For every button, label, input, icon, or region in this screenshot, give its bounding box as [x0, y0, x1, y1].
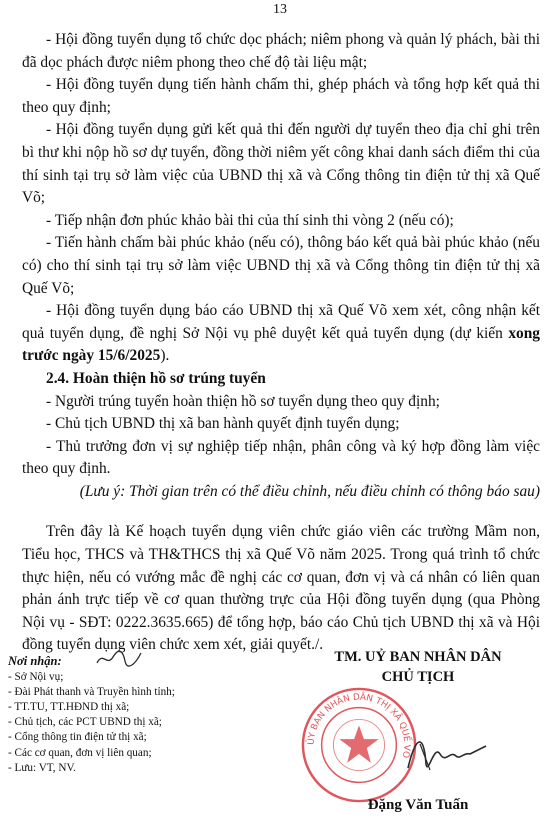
- initial-mark-icon: [95, 649, 143, 669]
- recipient-item: - TT.TU, TT.HĐND thị xã;: [8, 701, 130, 714]
- recipient-item: - Các cơ quan, đơn vị liên quan;: [8, 746, 152, 759]
- document-body: [22, 29, 540, 657]
- deadline-text: xong trước ngày 15/6/2025: [22, 324, 540, 365]
- list-item-text: - Hội đồng tuyển dụng báo cáo UBND thị xã Quế Võ xem xét, công nhận kết quả tuyển dụng, đề nghị Sở Nội vụ phê duyệt kết quả tuyển dụng (dự kiến: [22, 302, 540, 342]
- signature-block: [290, 647, 546, 687]
- signature-icon: [400, 724, 490, 784]
- footer: [0, 644, 560, 822]
- seal-text: ỦY BAN NHÂN DÂN THỊ XÃ QUẾ VÕ: [306, 692, 412, 759]
- recipient-item: - Cổng thông tin điện tử thị xã;: [8, 731, 147, 744]
- list-item: - Thủ trưởng đơn vị sự nghiệp tiếp nhận, phân công và ký hợp đồng làm việc theo quy định.: [22, 437, 540, 478]
- note: (Lưu ý: Thời gian trên có thể điều chỉnh, nếu điều chỉnh có thông báo sau): [79, 482, 540, 500]
- signature-position: CHỦ TỊCH: [381, 669, 455, 685]
- list-item-end: ).: [160, 347, 170, 365]
- signature-org: TM. UỶ BAN NHÂN DÂN: [334, 649, 502, 665]
- recipients-title: Nơi nhận:: [8, 654, 62, 668]
- list-item: - Tiếp nhận đơn phúc khảo bài thi của thí sinh thi vòng 2 (nếu có);: [46, 211, 454, 229]
- recipient-item: - Lưu: VT, NV.: [8, 761, 76, 774]
- list-item: - Hội đồng tuyển dụng tổ chức dọc phách; niêm phong và quản lý phách, bài thi đã dọc phách được niêm phong theo chế độ tài liệu mật;: [22, 31, 540, 71]
- page-number: 13: [273, 2, 287, 17]
- list-item: - Tiến hành chấm bài phúc khảo (nếu có), thông báo kết quả bài phúc khảo (nếu có) cho thí sinh tại trụ sở làm việc UBND thị xã và Cổng thông tin điện tử thị xã Quế Võ;: [22, 234, 540, 297]
- list-item: [22, 300, 540, 368]
- list-item: - Hội đồng tuyển dụng tiến hành chấm thi, ghép phách và tổng hợp kết quả thi theo quy định;: [22, 76, 540, 116]
- closing-paragraph: Trên đây là Kế hoạch tuyển dụng viên chức giáo viên các trường Mầm non, Tiểu học, THCS và TH&THCS thị xã Quế Võ năm 2025. Trong quá trình tổ chức thực hiện, nếu có vướng mắc đề nghị các cơ quan, đơn vị và cá nhân có liên quan phản ánh trực tiếp về cơ quan thường trực của Hội đồng tuyển dụng (qua Phòng Nội vụ - SĐT: 0222.3635.665) để tổng hợp, báo cáo Chủ tịch UBND thị xã và Hội đồng tuyển dụng viên chức xem xét, giải quyết./.: [22, 523, 540, 654]
- signer-name: Đặng Văn Tuấn: [367, 797, 469, 813]
- section-heading: 2.4. Hoàn thiện hồ sơ trúng tuyển: [46, 369, 266, 387]
- recipient-item: - Đài Phát thanh và Truyền hình tỉnh;: [8, 686, 175, 699]
- recipient-item: - Chủ tịch, các PCT UBND thị xã;: [8, 716, 162, 729]
- list-item: - Hội đồng tuyển dụng gửi kết quả thi đến người dự tuyển theo địa chỉ ghi trên bì thư khi nộp hồ sơ dự tuyển, đồng thời niêm yết công khai danh sách điểm thi của thí sinh tại trụ sở làm việc của UBND thị xã và Cổng thông tin điện tử thị xã Quế Võ;: [22, 121, 540, 207]
- list-item: - Chủ tịch UBND thị xã ban hành quyết định tuyển dụng;: [46, 415, 400, 433]
- recipient-item: - Sở Nội vụ;: [8, 671, 64, 684]
- list-item: - Người trúng tuyển hoàn thiện hồ sơ tuyển dụng theo quy định;: [46, 392, 440, 410]
- recipients-list: [8, 654, 238, 776]
